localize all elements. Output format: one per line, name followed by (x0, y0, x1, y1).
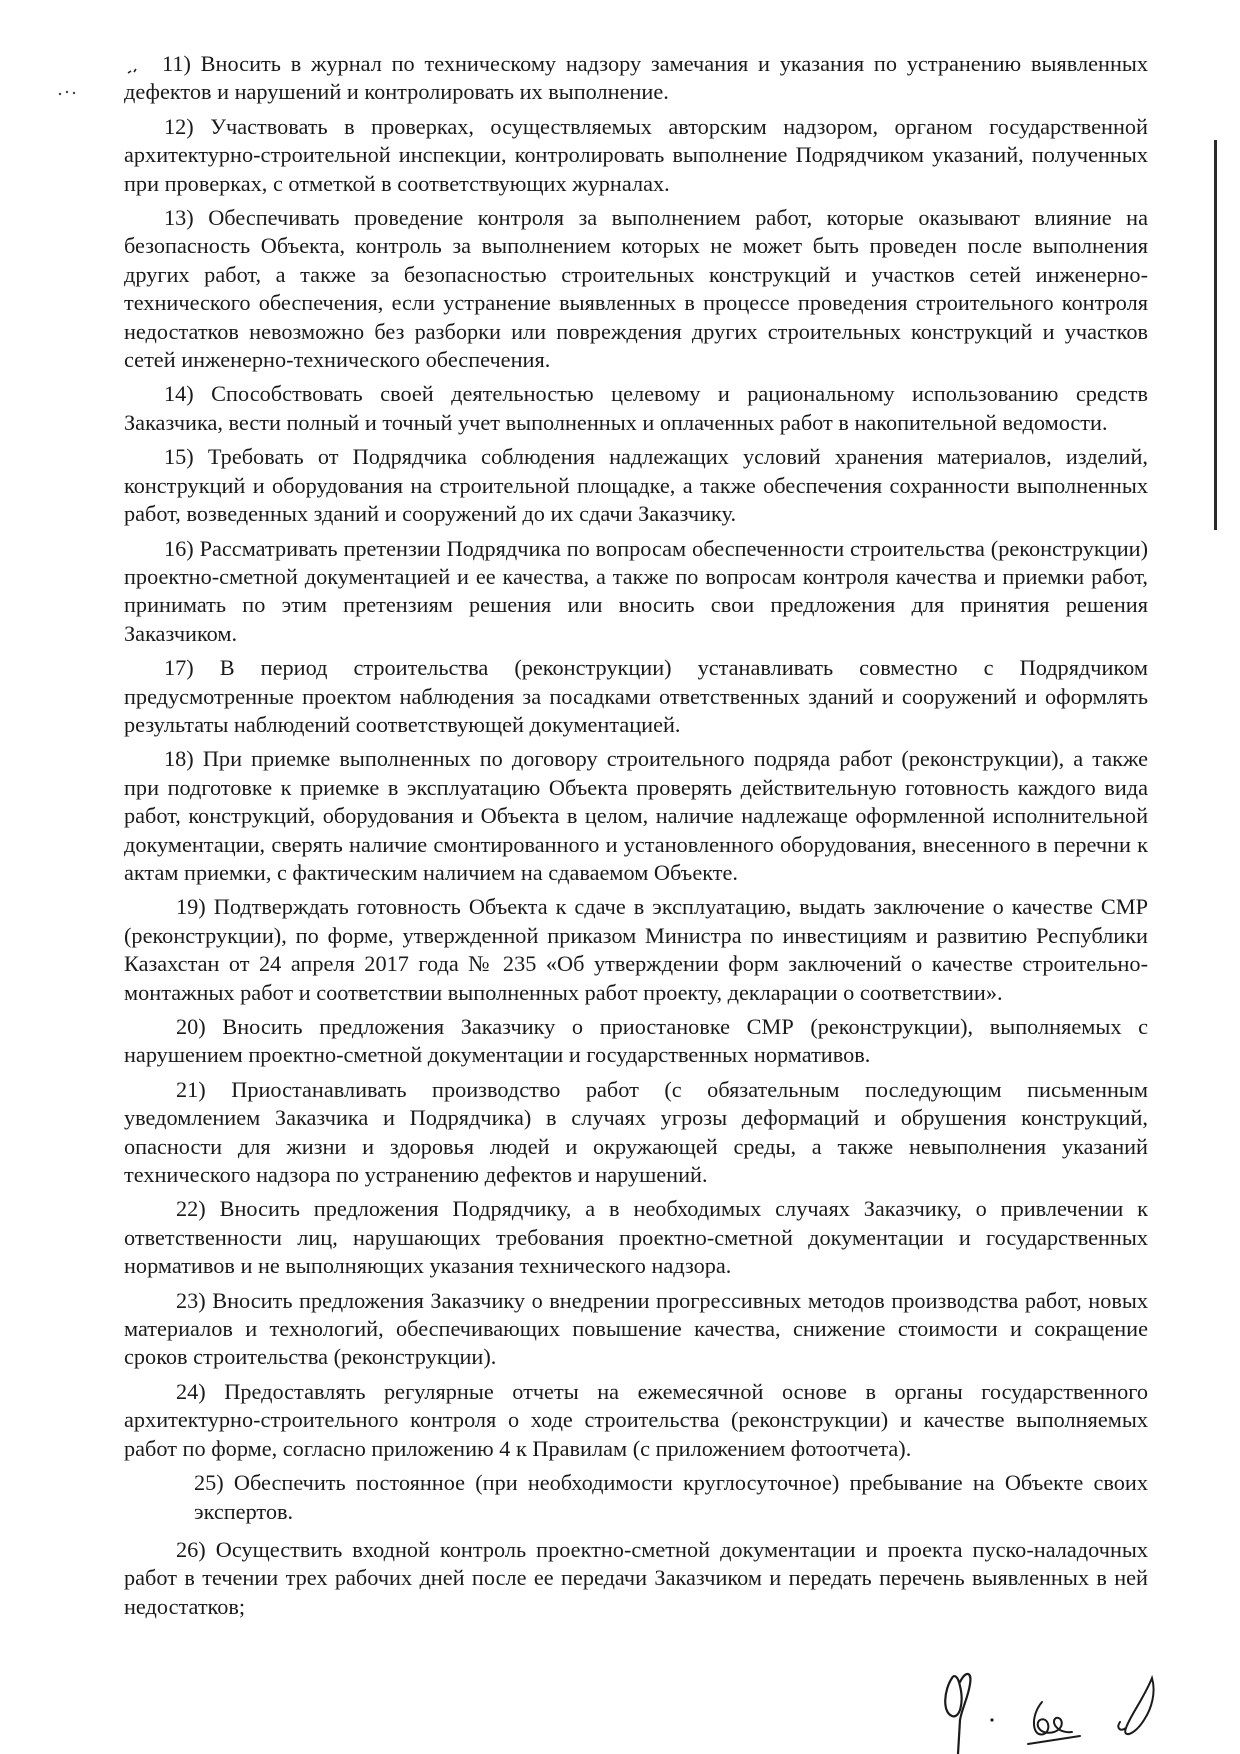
paragraph-25: 25) Обеспечить постоянное (при необходимости круглосуточное) пребывание на Объекте своих экспертов. (194, 1470, 1148, 1524)
paragraph-12: 12) Участвовать в проверках, осуществляемых авторским надзором, органом государственной архитектурно-строительной инспекции, контролировать выполнение Подрядчиком указаний, полученных при проверках, с отметкой в соответствующих журналах. (124, 113, 1148, 196)
paragraph-23: 23) Вносить предложения Заказчику о внедрении прогрессивных методов производства работ, новых материалов и технологий, обеспечивающих повышение качества, снижение стоимости и сокращение сроков строительства (реконструкции). (124, 1287, 1148, 1370)
handwritten-signatures (930, 1620, 1180, 1754)
paragraph-21: 21) Приостанавливать производство работ (с обязательным последующим письменным уведомлением Заказчика и Подрядчика) в случаях угрозы деформаций и обрушения конструкций, опасности для жизни и здоровья людей и окружающей среды, а также невыполнения указаний технического надзора по устранению дефектов и нарушений. (124, 1076, 1148, 1188)
paragraph-18: 18) При приемке выполненных по договору строительного подряда работ (реконструкции), а также при подготовке к приемке в эксплуатацию Объекта проверять действительную готовность каждого вида работ, конструкций, оборудования и Объекта в целом, наличие надлежаще оформленной исполнительной документации, сверять наличие смонтированного и установленного оборудования, внесенного в перечни к актам приемки, с фактическим наличием на сдаваемом Объекте. (124, 746, 1148, 885)
signature-2 (1028, 1702, 1080, 1744)
paragraph-13: 13) Обеспечивать проведение контроля за выполнением работ, которые оказывают влияние на безопасность Объекта, контроль за выполнением которых не может быть проведен после выполнения других работ, а также за безопасностью строительных конструкций и участков сетей инженерно-технического обеспечения, если устранение выявленных в процессе проведения строительного контроля недостатков невозможно без разборки или повреждения других строительных конструкций и участков сетей инженерно-технического обеспечения. (124, 205, 1148, 373)
scan-margin-line (1214, 140, 1217, 530)
paragraph-16: 16) Рассматривать претензии Подрядчика по вопросам обеспеченности строительства (реконструкции) проектно-сметной документацией и ее качества, а также по вопросам контроля качества и приемки работ, принимать по этим претензиям решения или вносить свои предложения для принятия решения Заказчиком. (124, 535, 1148, 646)
paragraph-22: 22) Вносить предложения Подрядчику, а в необходимых случаях Заказчику, о привлечении к ответственности лиц, нарушающих требования проектно-сметной документации и государственных нормативов и не выполняющих указания технического надзора. (124, 1196, 1148, 1279)
signature-3 (1118, 1678, 1153, 1734)
document-page (124, 50, 1148, 1627)
paragraph-11: 11) Вносить в журнал по техническому надзору замечания и указания по устранению выявленных дефектов и нарушений и контролировать их выполнение. (124, 51, 1148, 105)
signature-dot (990, 1718, 993, 1721)
paragraph-20: 20) Вносить предложения Заказчику о приостановке СМР (реконструкции), выполняемых с нарушением проектно-сметной документации и государственных нормативов. (124, 1014, 1148, 1068)
paragraph-26: 26) Осуществить входной контроль проектно-сметной документации и проекта пуско-наладочных работ в течении трех рабочих дней после ее передачи Заказчиком и передать перечень выявленных в ней недостатков; (124, 1536, 1148, 1619)
paragraph-24: 24) Предоставлять регулярные отчеты на ежемесячной основе в органы государственного архитектурно-строительного контроля о ходе строительства (реконструкции) и качестве выполняемых работ по форме, согласно приложению 4 к Правилам (с приложением фотоотчета). (124, 1378, 1148, 1461)
paragraph-14: 14) Способствовать своей деятельностью целевому и рациональному использованию средств Заказчика, вести полный и точный учет выполненных и оплаченных работ в накопительной ведомости. (124, 381, 1148, 435)
paragraph-17: 17) В период строительства (реконструкции) устанавливать совместно с Подрядчиком предусмотренные проектом наблюдения за посадками ответственных зданий и сооружений и оформлять результаты наблюдений соответствующей документацией. (124, 655, 1148, 737)
paragraph-15: 15) Требовать от Подрядчика соблюдения надлежащих условий хранения материалов, изделий, конструкций и оборудования на строительной площадке, а также обеспечения сохранности выполненных работ, возведенных зданий и сооружений до их сдачи Заказчику. (124, 444, 1148, 527)
signature-1 (945, 1674, 970, 1754)
scan-marks (0, 0, 140, 120)
paragraph-19: 19) Подтверждать готовность Объекта к сдаче в эксплуатацию, выдать заключение о качестве СМР (реконструкции), по форме, утвержденной приказом Министра по инвестициям и развитию Республики Казахстан от 24 апреля 2017 года № 235 «Об утверждении форм заключений о качестве строительно-монтажных работ и соответствии выполненных работ проекту, декларации о соответствии». (124, 894, 1148, 1005)
